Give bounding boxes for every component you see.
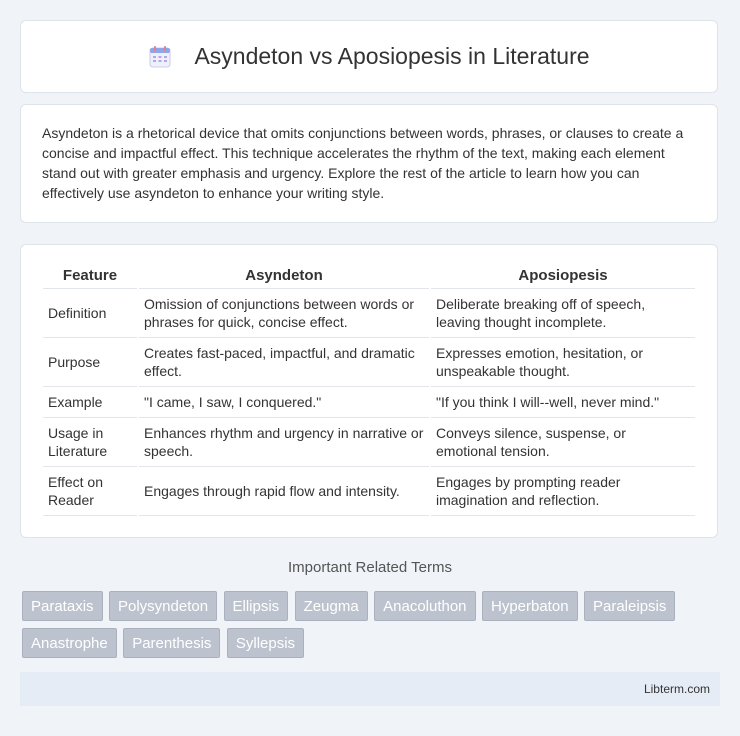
header-aposiopesis: Aposiopesis <box>431 262 695 289</box>
cell-aposiopesis: "If you think I will--well, never mind." <box>431 387 695 418</box>
cell-feature: Example <box>43 387 137 418</box>
table-row <box>43 289 695 338</box>
tag-paraleipsis[interactable]: Paraleipsis <box>584 591 675 621</box>
table-row <box>43 338 695 387</box>
tag-zeugma[interactable]: Zeugma <box>295 591 368 621</box>
cell-asyndeton: Omission of conjunctions between words or phrases for quick, concise effect. <box>139 289 429 338</box>
tag-polysyndeton[interactable]: Polysyndeton <box>109 591 217 621</box>
cell-feature: Purpose <box>43 338 137 387</box>
related-terms-list <box>22 591 722 665</box>
tag-anacoluthon[interactable]: Anacoluthon <box>374 591 475 621</box>
cell-aposiopesis: Engages by prompting reader imagination and reflection. <box>431 467 695 516</box>
footer-site-link[interactable]: Libterm.com <box>643 682 710 696</box>
tag-parenthesis[interactable]: Parenthesis <box>123 628 220 658</box>
header-card <box>20 20 718 93</box>
cell-aposiopesis: Expresses emotion, hesitation, or unspeakable thought. <box>431 338 695 387</box>
tag-hyperbaton[interactable]: Hyperbaton <box>482 591 578 621</box>
intro-text: Asyndeton is a rhetorical device that omits conjunctions between words, phrases, or clauses to create a concise and impactful effect. This technique accelerates the rhythm of the text, making each element stand out with greater emphasis and urgency. Explore the rest of the article to learn how you can effectively use asyndeton to enhance your writing style. <box>42 125 684 201</box>
table-row <box>43 418 695 467</box>
tag-parataxis[interactable]: Parataxis <box>22 591 103 621</box>
cell-feature: Usage in Literature <box>43 418 137 467</box>
cell-asyndeton: Creates fast-paced, impactful, and dramatic effect. <box>139 338 429 387</box>
comparison-table <box>41 262 697 516</box>
footer <box>20 672 720 706</box>
cell-feature: Definition <box>43 289 137 338</box>
header-asyndeton: Asyndeton <box>139 262 429 289</box>
cell-asyndeton: Engages through rapid flow and intensity. <box>139 467 429 516</box>
cell-asyndeton: "I came, I saw, I conquered." <box>139 387 429 418</box>
cell-aposiopesis: Deliberate breaking off of speech, leaving thought incomplete. <box>431 289 695 338</box>
tag-ellipsis[interactable]: Ellipsis <box>224 591 289 621</box>
table-row <box>43 387 695 418</box>
cell-feature: Effect on Reader <box>43 467 137 516</box>
intro-card <box>20 104 718 223</box>
cell-aposiopesis: Conveys silence, suspense, or emotional tension. <box>431 418 695 467</box>
header-feature: Feature <box>43 262 137 289</box>
cell-asyndeton: Enhances rhythm and urgency in narrative or speech. <box>139 418 429 467</box>
table-row <box>43 467 695 516</box>
comparison-card <box>20 244 718 538</box>
page-title: Asyndeton vs Aposiopesis in Literature <box>194 43 590 69</box>
tag-syllepsis[interactable]: Syllepsis <box>227 628 304 658</box>
related-terms-title: Important Related Terms <box>288 559 452 576</box>
tag-anastrophe[interactable]: Anastrophe <box>22 628 117 658</box>
calendar-icon <box>148 45 172 69</box>
table-header-row <box>43 262 695 289</box>
